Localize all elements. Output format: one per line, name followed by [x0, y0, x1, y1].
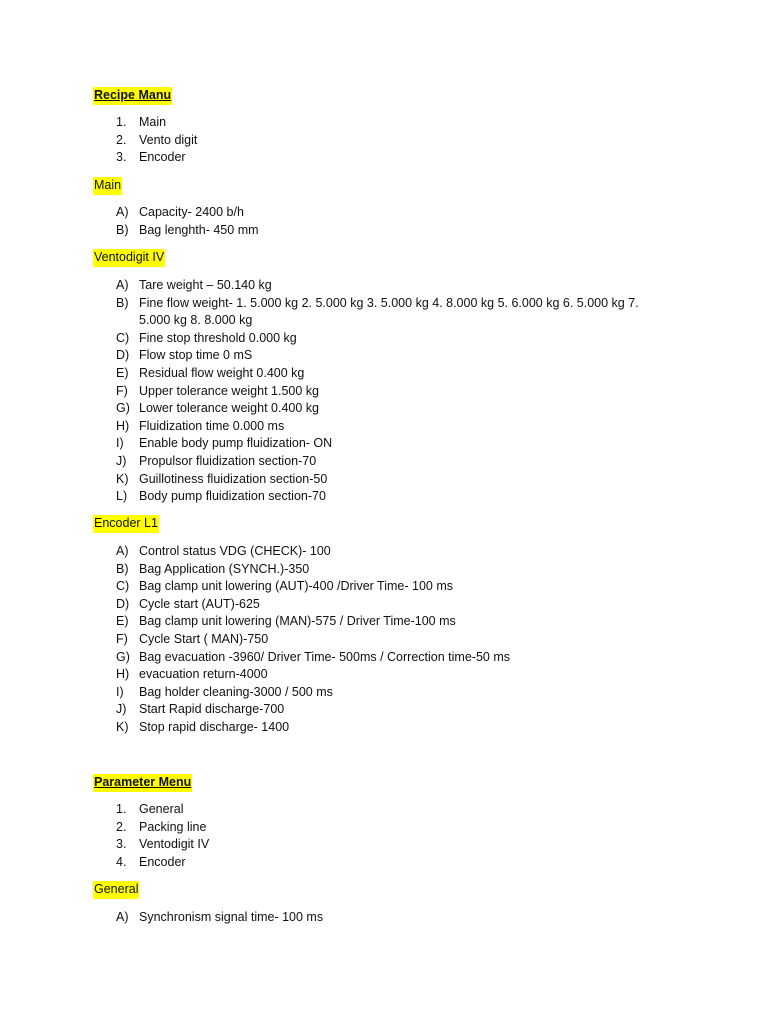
list-item	[116, 295, 656, 330]
list-marker: F)	[116, 631, 128, 646]
list-marker: A)	[116, 278, 129, 292]
list-item	[116, 149, 656, 167]
list-item-text: Tare weight – 50.140 kg	[139, 278, 272, 292]
list-marker: 2.	[116, 132, 127, 147]
list-item	[116, 719, 656, 737]
list-item-text: Start Rapid discharge-700	[139, 702, 285, 717]
list-item-text: Control status VDG (CHECK)- 100	[139, 544, 331, 558]
main-list	[116, 204, 656, 239]
list-item-text: Propulsor fluidization section-70	[139, 453, 317, 468]
list-item-text: Main	[139, 115, 167, 129]
list-marker: E)	[116, 365, 129, 380]
list-item	[116, 383, 656, 401]
list-marker: A)	[116, 910, 129, 924]
list-marker: B)	[116, 222, 129, 237]
list-item	[116, 453, 656, 471]
list-item-text: Guillotiness fluidization section-50	[139, 471, 328, 486]
list-marker: 1.	[116, 802, 127, 816]
list-item-text: Lower tolerance weight 0.400 kg	[139, 401, 319, 416]
list-item	[116, 578, 656, 596]
list-marker: D)	[116, 348, 130, 363]
list-item	[116, 435, 656, 453]
list-item	[116, 613, 656, 631]
list-item	[116, 649, 656, 667]
list-item	[116, 631, 656, 649]
general-heading: General	[93, 881, 139, 899]
list-item-text: Bag Application (SYNCH.)-350	[139, 561, 310, 576]
list-item-text: Bag clamp unit lowering (AUT)-400 /Driver Time- 100 ms	[139, 579, 453, 594]
list-item-text: Bag evacuation -3960/ Driver Time- 500ms / Correction time-50 ms	[139, 649, 510, 664]
list-item-text: evacuation return-4000	[139, 667, 268, 682]
list-item	[116, 365, 656, 383]
ventodigit-list	[116, 277, 656, 506]
general-list	[116, 909, 656, 927]
list-item-text: Residual flow weight 0.400 kg	[139, 365, 305, 380]
list-item	[116, 543, 656, 561]
list-item-text: General	[139, 802, 184, 816]
list-item-text: Upper tolerance weight 1.500 kg	[139, 383, 319, 398]
list-marker: L)	[116, 489, 128, 504]
list-item	[116, 909, 656, 927]
list-marker: K)	[116, 471, 129, 486]
encoder-l1-list	[116, 543, 656, 737]
list-marker: 1.	[116, 115, 127, 129]
parameter-menu-heading: Parameter Menu	[93, 774, 192, 792]
list-marker: I)	[116, 684, 124, 699]
list-item-text: Fluidization time 0.000 ms	[139, 418, 285, 433]
list-item-text: Flow stop time 0 mS	[139, 348, 253, 363]
list-item-text: Fine flow weight- 1. 5.000 kg 2. 5.000 kg 3. 5.000 kg 4. 8.000 kg 5. 6.000 kg 6. 5.000 kg 7. 5.000 kg 8. 8.000 kg	[139, 295, 639, 328]
list-item-text: Bag holder cleaning-3000 / 500 ms	[139, 684, 333, 699]
list-item-text: Cycle Start ( MAN)-750	[139, 631, 269, 646]
list-item	[116, 330, 656, 348]
list-item	[116, 347, 656, 365]
list-item	[116, 418, 656, 436]
list-item	[116, 222, 656, 240]
list-item	[116, 666, 656, 684]
main-heading: Main	[93, 177, 122, 195]
list-marker: H)	[116, 418, 130, 433]
list-item	[116, 684, 656, 702]
recipe-menu-list	[116, 114, 656, 167]
list-marker: J)	[116, 702, 127, 717]
list-item-text: Ventodigit IV	[139, 837, 210, 852]
list-marker: A)	[116, 205, 129, 219]
list-item	[116, 701, 656, 719]
list-item	[116, 596, 656, 614]
encoder-l1-heading: Encoder L1	[93, 515, 159, 533]
list-marker: I)	[116, 436, 124, 451]
list-item-text: Bag clamp unit lowering (MAN)-575 / Driver Time-100 ms	[139, 614, 456, 629]
list-item-text: Packing line	[139, 819, 207, 834]
list-item-text: Capacity- 2400 b/h	[139, 205, 244, 219]
list-marker: H)	[116, 667, 130, 682]
list-item	[116, 819, 656, 837]
list-item	[116, 488, 656, 506]
list-item	[116, 400, 656, 418]
list-item-text: Fine stop threshold 0.000 kg	[139, 330, 297, 345]
list-marker: K)	[116, 719, 129, 734]
list-item-text: Encoder	[139, 854, 186, 869]
list-marker: 4.	[116, 854, 127, 869]
list-item	[116, 801, 656, 819]
list-item	[116, 561, 656, 579]
list-marker: G)	[116, 649, 130, 664]
list-marker: J)	[116, 453, 127, 468]
list-marker: 3.	[116, 837, 127, 852]
ventodigit-heading: Ventodigit IV	[93, 249, 165, 267]
list-marker: G)	[116, 401, 130, 416]
list-item	[116, 277, 656, 295]
list-item-text: Body pump fluidization section-70	[139, 489, 326, 504]
list-item	[116, 854, 656, 872]
list-item-text: Synchronism signal time- 100 ms	[139, 910, 324, 924]
list-marker: B)	[116, 561, 129, 576]
list-marker: F)	[116, 383, 128, 398]
list-item-text: Stop rapid discharge- 1400	[139, 719, 290, 734]
list-item-text: Encoder	[139, 150, 186, 165]
list-marker: C)	[116, 330, 130, 345]
list-item	[116, 114, 656, 132]
list-marker: B)	[116, 295, 129, 310]
list-marker: A)	[116, 544, 129, 558]
recipe-menu-heading: Recipe Manu	[93, 87, 172, 105]
list-item	[116, 204, 656, 222]
list-marker: 3.	[116, 150, 127, 165]
list-marker: C)	[116, 579, 130, 594]
list-item-text: Cycle start (AUT)-625	[139, 596, 260, 611]
list-item-text: Vento digit	[139, 132, 198, 147]
list-item-text: Bag lenghth- 450 mm	[139, 222, 259, 237]
list-item	[116, 471, 656, 489]
list-marker: D)	[116, 596, 130, 611]
list-item	[116, 132, 656, 150]
parameter-menu-list	[116, 801, 656, 871]
list-marker: 2.	[116, 819, 127, 834]
list-item-text: Enable body pump fluidization- ON	[139, 436, 333, 451]
list-marker: E)	[116, 614, 129, 629]
list-item	[116, 836, 656, 854]
